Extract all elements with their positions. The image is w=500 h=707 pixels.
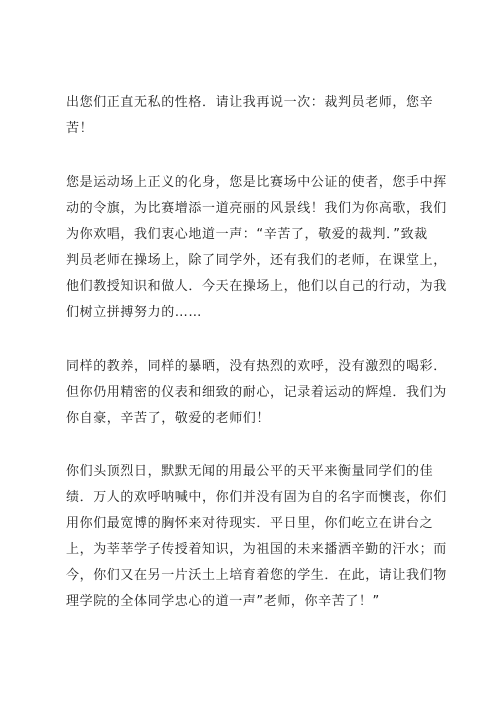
text-line: 苦！ bbox=[66, 121, 94, 136]
text-line: 出您们正直无私的性格．请让我再说一次：裁判员老师，您辛 bbox=[66, 95, 434, 110]
text-line: 今，你们又在另一片沃土上培育着您的学生．在此，请让我们物 bbox=[66, 568, 447, 583]
text-line: 判员老师在操场上，除了同学外，还有我们的老师，在课堂上， bbox=[66, 253, 447, 268]
text-line: 理学院的全体同学忠心的道一声”老师，你辛苦了！” bbox=[66, 594, 380, 609]
text-line: 用你们最宽博的胸怀来对待现实．平日里，你们屹立在讲台之 bbox=[66, 516, 434, 531]
text-line: 们树立拼搏努力的…… bbox=[66, 305, 203, 320]
text-line: 你自豪，辛苦了，敬爱的老师们！ bbox=[66, 411, 271, 426]
text-line: 但你仍用精密的仪表和细致的耐心，记录着运动的辉煌．我们为 bbox=[66, 385, 447, 400]
text-line: 你们头顶烈日，默默无闻的用最公平的天平来衡量同学们的佳 bbox=[66, 464, 434, 479]
text-line: 绩．万人的欢呼呐喊中，你们并没有固为自的名字而懊丧，你们 bbox=[66, 490, 447, 505]
text-line: 同样的教养，同样的暴晒，没有热烈的欢呼，没有激烈的喝彩． bbox=[66, 359, 447, 374]
text-line: 动的令旗，为比赛增添一道亮丽的风景线！我们为你高歌，我们 bbox=[66, 201, 447, 216]
text-line: 他们教授知识和做人．今天在操场上，他们以自己的行动，为我 bbox=[66, 279, 447, 294]
text-line: 您是运动场上正义的化身，您是比赛场中公证的使者，您手中挥 bbox=[66, 175, 447, 190]
text-line: 为你欢唱，我们衷心地道一声：“辛苦了，敬爱的裁判．”致裁 bbox=[66, 227, 428, 242]
text-line: 上，为莘莘学子传授着知识，为祖国的未来播洒辛勤的汗水；而 bbox=[66, 542, 447, 557]
